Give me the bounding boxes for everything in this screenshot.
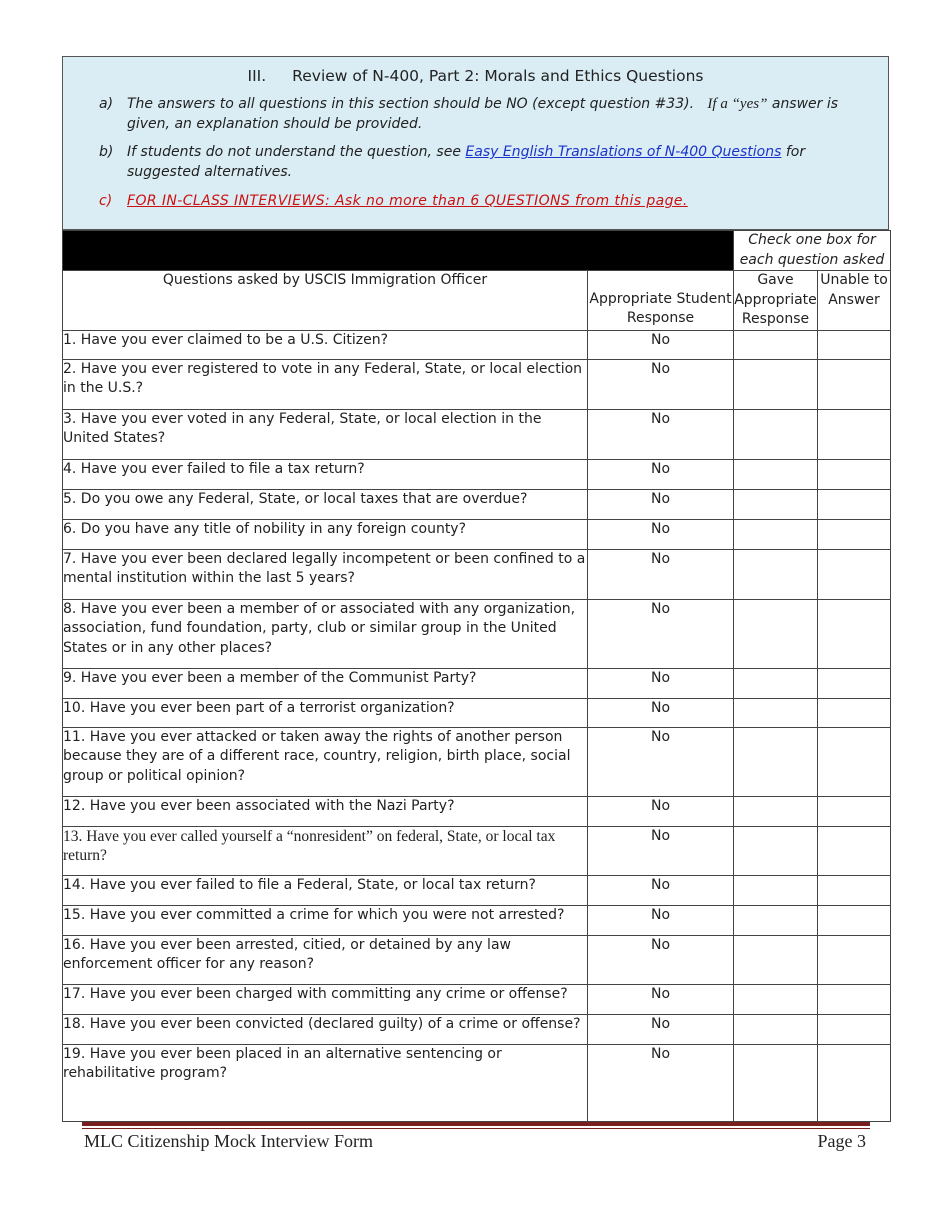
unable-to-answer-checkbox[interactable] [818,1014,891,1044]
gave-response-column-header: Gave Appropriate Response [734,271,818,331]
footer-title: MLC Citizenship Mock Interview Form [84,1131,373,1151]
table-row [63,875,891,905]
unable-to-answer-checkbox[interactable] [818,875,891,905]
question-text: 6. Do you have any title of nobility in any foreign county? [63,519,588,549]
unable-to-answer-checkbox[interactable] [818,599,891,668]
appropriate-response: No [588,796,734,826]
appropriate-response: No [588,1014,734,1044]
appropriate-response: No [588,489,734,519]
question-text: 8. Have you ever been a member of or associated with any organization, association, fund foundation, party, club or similar group in the United States or in any other places? [63,599,588,668]
appropriate-response: No [588,459,734,489]
note-label: b) [99,144,114,160]
note-text: The answers to all questions in this section should be NO (except question #33). [127,96,695,112]
unable-to-answer-checkbox[interactable] [818,668,891,698]
gave-appropriate-checkbox[interactable] [734,359,818,409]
note-label: a) [99,96,114,112]
question-text: 9. Have you ever been a member of the Communist Party? [63,668,588,698]
gave-appropriate-checkbox[interactable] [734,984,818,1014]
question-text: 19. Have you ever been placed in an alternative sentencing or rehabilitative program? [63,1044,588,1121]
table-row [63,826,891,875]
table-row [63,519,891,549]
question-text: 5. Do you owe any Federal, State, or local taxes that are overdue? [63,489,588,519]
section-number: III. [247,67,267,85]
question-text: 11. Have you ever attacked or taken away the rights of another person because they are of a different race, country, religion, birth place, social group or political opinion? [63,727,588,796]
note-c [99,191,877,211]
table-row [63,549,891,599]
questions-table [62,230,891,1122]
note-b [99,142,877,182]
response-column-header: Appropriate Student Response [588,271,734,331]
gave-appropriate-checkbox[interactable] [734,826,818,875]
table-row [63,330,891,359]
appropriate-response: No [588,935,734,984]
question-text: 18. Have you ever been convicted (declared guilty) of a crime or offense? [63,1014,588,1044]
gave-appropriate-checkbox[interactable] [734,489,818,519]
table-row [63,459,891,489]
gave-appropriate-checkbox[interactable] [734,796,818,826]
unable-to-answer-checkbox[interactable] [818,489,891,519]
footer-rule [82,1122,870,1126]
appropriate-response: No [588,826,734,875]
question-text: 15. Have you ever committed a crime for which you were not arrested? [63,905,588,935]
unable-to-answer-checkbox[interactable] [818,359,891,409]
gave-appropriate-checkbox[interactable] [734,668,818,698]
table-row [63,905,891,935]
table-row [63,668,891,698]
table-row [63,984,891,1014]
appropriate-response: No [588,549,734,599]
unable-to-answer-checkbox[interactable] [818,984,891,1014]
table-row [63,796,891,826]
unable-to-answer-checkbox[interactable] [818,905,891,935]
gave-appropriate-checkbox[interactable] [734,1014,818,1044]
appropriate-response: No [588,905,734,935]
gave-appropriate-checkbox[interactable] [734,1044,818,1121]
appropriate-response: No [588,698,734,727]
questions-column-header: Questions asked by USCIS Immigration Officer [63,271,588,331]
gave-appropriate-checkbox[interactable] [734,459,818,489]
footer-rule-thin [82,1128,870,1129]
table-row [63,409,891,459]
unable-to-answer-checkbox[interactable] [818,698,891,727]
check-one-box-header: Check one box for each question asked [734,231,891,271]
table-row [63,359,891,409]
black-header-bar [63,231,734,271]
unable-column-header: Unable to Answer [818,271,891,331]
appropriate-response: No [588,984,734,1014]
appropriate-response: No [588,519,734,549]
unable-to-answer-checkbox[interactable] [818,1044,891,1121]
table-row [63,1014,891,1044]
unable-to-answer-checkbox[interactable] [818,330,891,359]
section-title-text: Review of N-400, Part 2: Morals and Ethics Questions [292,67,704,85]
unable-to-answer-checkbox[interactable] [818,826,891,875]
gave-appropriate-checkbox[interactable] [734,727,818,796]
gave-appropriate-checkbox[interactable] [734,330,818,359]
appropriate-response: No [588,1044,734,1121]
question-text: 17. Have you ever been charged with committing any crime or offense? [63,984,588,1014]
gave-appropriate-checkbox[interactable] [734,905,818,935]
unable-to-answer-checkbox[interactable] [818,459,891,489]
easy-english-link[interactable]: Easy English Translations of N-400 Questions [465,144,782,160]
note-text-red: FOR IN-CLASS INTERVIEWS: Ask no more than 6 QUESTIONS from this page. [127,193,688,209]
table-row [63,727,891,796]
question-text: 13. Have you ever called yourself a “nonresident” on federal, State, or local tax return? [63,826,588,875]
gave-appropriate-checkbox[interactable] [734,519,818,549]
note-text: for suggested alternatives. [127,144,806,180]
question-text: 10. Have you ever been part of a terrorist organization? [63,698,588,727]
gave-appropriate-checkbox[interactable] [734,698,818,727]
question-text: 1. Have you ever claimed to be a U.S. Citizen? [63,330,588,359]
table-row [63,599,891,668]
note-label: c) [99,193,113,209]
unable-to-answer-checkbox[interactable] [818,727,891,796]
note-text: If students do not understand the question, see [127,144,466,160]
gave-appropriate-checkbox[interactable] [734,549,818,599]
appropriate-response: No [588,359,734,409]
gave-appropriate-checkbox[interactable] [734,599,818,668]
table-row [63,1044,891,1121]
table-row [63,935,891,984]
question-text: 2. Have you ever registered to vote in any Federal, State, or local election in the U.S.? [63,359,588,409]
appropriate-response: No [588,727,734,796]
section-header-box [62,56,889,230]
question-text: 7. Have you ever been declared legally incompetent or been confined to a mental institution within the last 5 years? [63,549,588,599]
page-number: Page 3 [817,1131,866,1151]
appropriate-response: No [588,409,734,459]
unable-to-answer-checkbox[interactable] [818,935,891,984]
appropriate-response: No [588,330,734,359]
question-text: 4. Have you ever failed to file a tax return? [63,459,588,489]
table-row [63,489,891,519]
question-text: 12. Have you ever been associated with the Nazi Party? [63,796,588,826]
gave-appropriate-checkbox[interactable] [734,875,818,905]
table-row [63,698,891,727]
question-text: 16. Have you ever been arrested, citied, or detained by any law enforcement officer for any reason? [63,935,588,984]
gave-appropriate-checkbox[interactable] [734,409,818,459]
section-title [63,67,888,85]
note-text: answer is given, an explanation should be provided. [127,96,839,132]
appropriate-response: No [588,599,734,668]
gave-appropriate-checkbox[interactable] [734,935,818,984]
question-text: 14. Have you ever failed to file a Federal, State, or local tax return? [63,875,588,905]
unable-to-answer-checkbox[interactable] [818,549,891,599]
note-text-yes: If a “yes” [707,96,768,112]
note-a [99,94,877,134]
unable-to-answer-checkbox[interactable] [818,796,891,826]
appropriate-response: No [588,668,734,698]
unable-to-answer-checkbox[interactable] [818,409,891,459]
question-text: 3. Have you ever voted in any Federal, State, or local election in the United States? [63,409,588,459]
appropriate-response: No [588,875,734,905]
unable-to-answer-checkbox[interactable] [818,519,891,549]
